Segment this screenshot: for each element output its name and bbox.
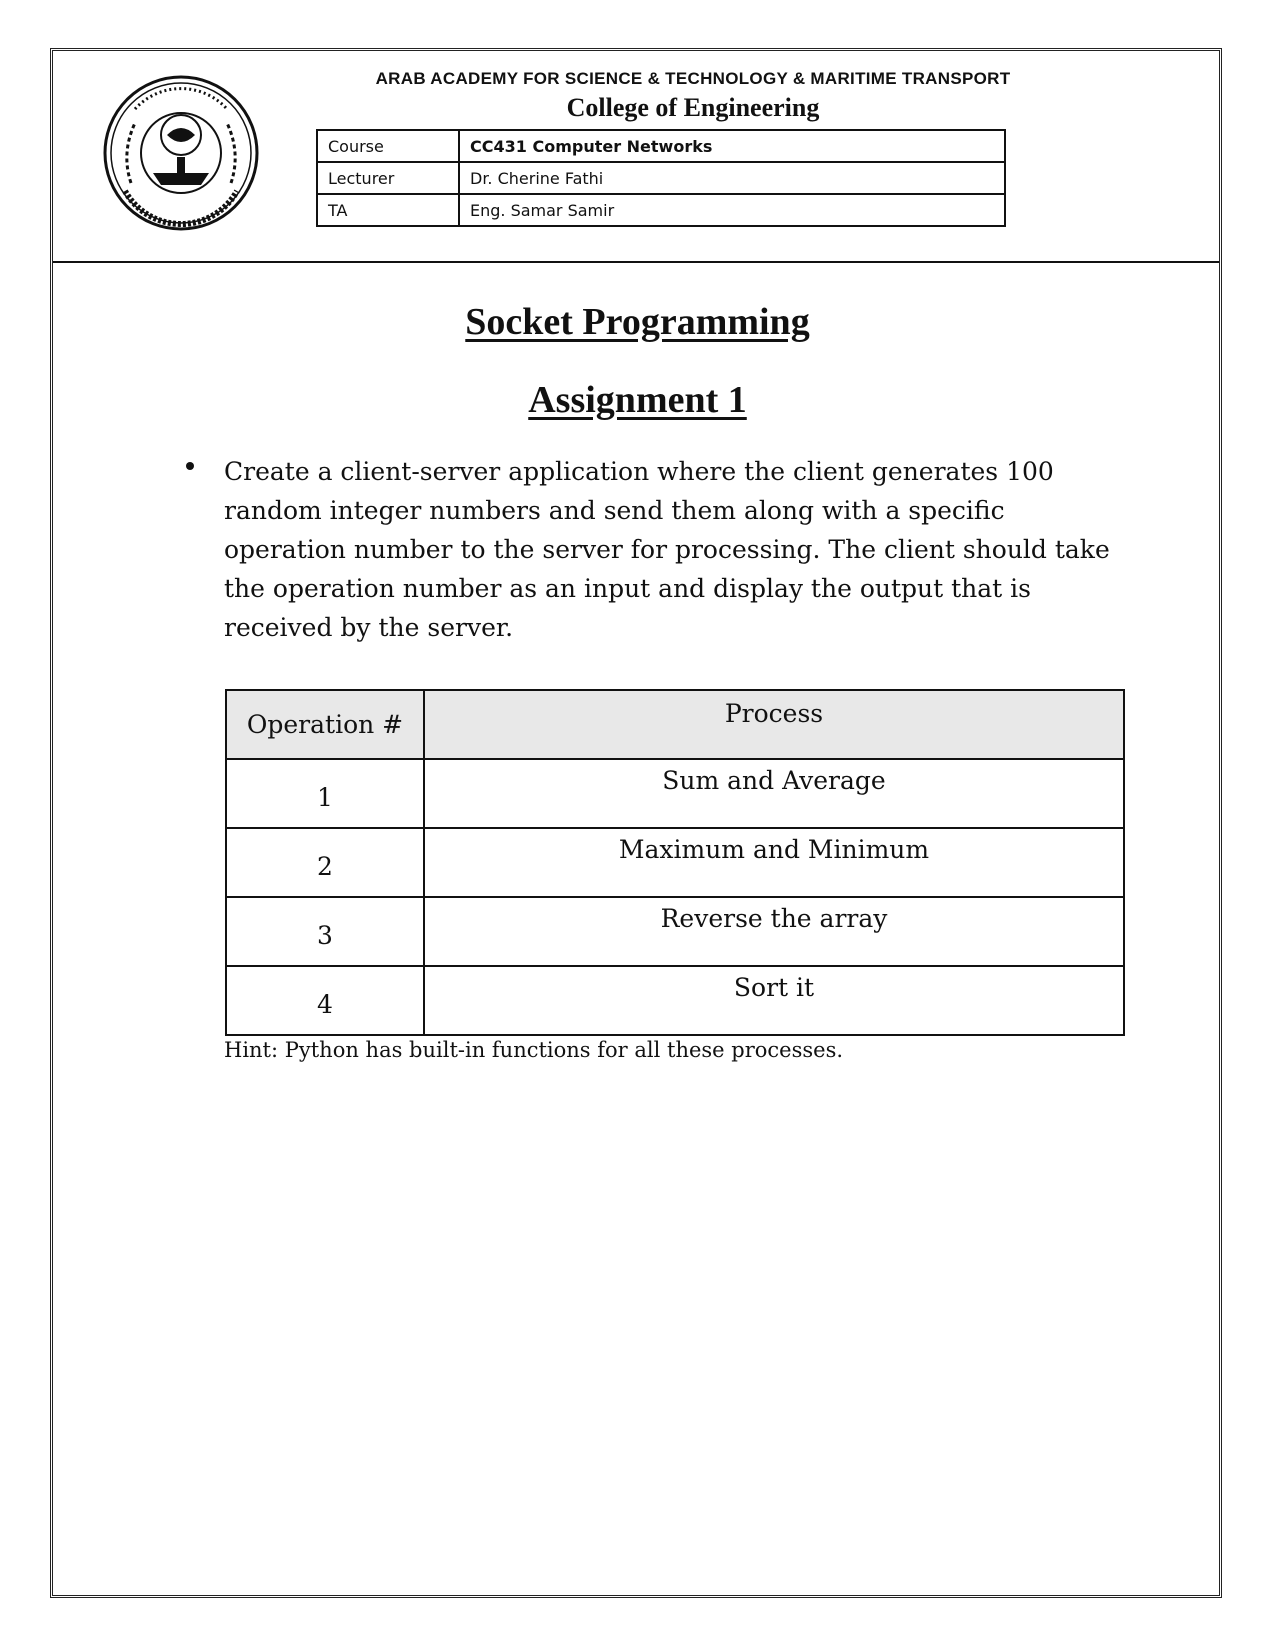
header-process: Process xyxy=(424,690,1124,759)
lecturer-value: Dr. Cherine Fathi xyxy=(459,162,1005,194)
hint-text: Hint: Python has built-in functions for all these processes. xyxy=(224,1038,844,1062)
lecturer-row xyxy=(317,162,1005,194)
ta-label: TA xyxy=(317,194,459,226)
ta-value: Eng. Samar Samir xyxy=(459,194,1005,226)
course-row xyxy=(317,130,1005,162)
operation-number: 1 xyxy=(226,759,424,828)
assignment-instruction: Create a client-server application where the client generates 100 random integer numbers and send them along with a specific operation number to the server for processing. The client should take the operation number as an input and display the output that is received by the server. xyxy=(224,457,1110,642)
header-operation: Operation # xyxy=(226,690,424,759)
operation-process: Sort it xyxy=(424,966,1124,1035)
operations-table xyxy=(225,689,1125,1036)
operation-process: Sum and Average xyxy=(424,759,1124,828)
table-row xyxy=(226,897,1124,966)
course-info-table xyxy=(316,129,1006,227)
course-label: Course xyxy=(317,130,459,162)
institution-name: ARAB ACADEMY FOR SCIENCE & TECHNOLOGY & MARITIME TRANSPORT xyxy=(375,69,1011,88)
table-row xyxy=(226,966,1124,1035)
course-value: CC431 Computer Networks xyxy=(459,130,1005,162)
bullet-icon xyxy=(186,462,194,470)
assignment-title: Assignment 1 xyxy=(528,379,747,421)
operation-number: 3 xyxy=(226,897,424,966)
table-row xyxy=(226,759,1124,828)
operation-process: Reverse the array xyxy=(424,897,1124,966)
college-name: College of Engineering xyxy=(566,93,820,122)
table-header-row xyxy=(226,690,1124,759)
operation-number: 2 xyxy=(226,828,424,897)
operation-number: 4 xyxy=(226,966,424,1035)
ta-row xyxy=(317,194,1005,226)
operation-process: Maximum and Minimum xyxy=(424,828,1124,897)
document-header xyxy=(53,51,1219,263)
academy-seal-logo xyxy=(101,73,261,233)
lecturer-label: Lecturer xyxy=(317,162,459,194)
page-title: Socket Programming xyxy=(465,301,810,343)
table-row xyxy=(226,828,1124,897)
